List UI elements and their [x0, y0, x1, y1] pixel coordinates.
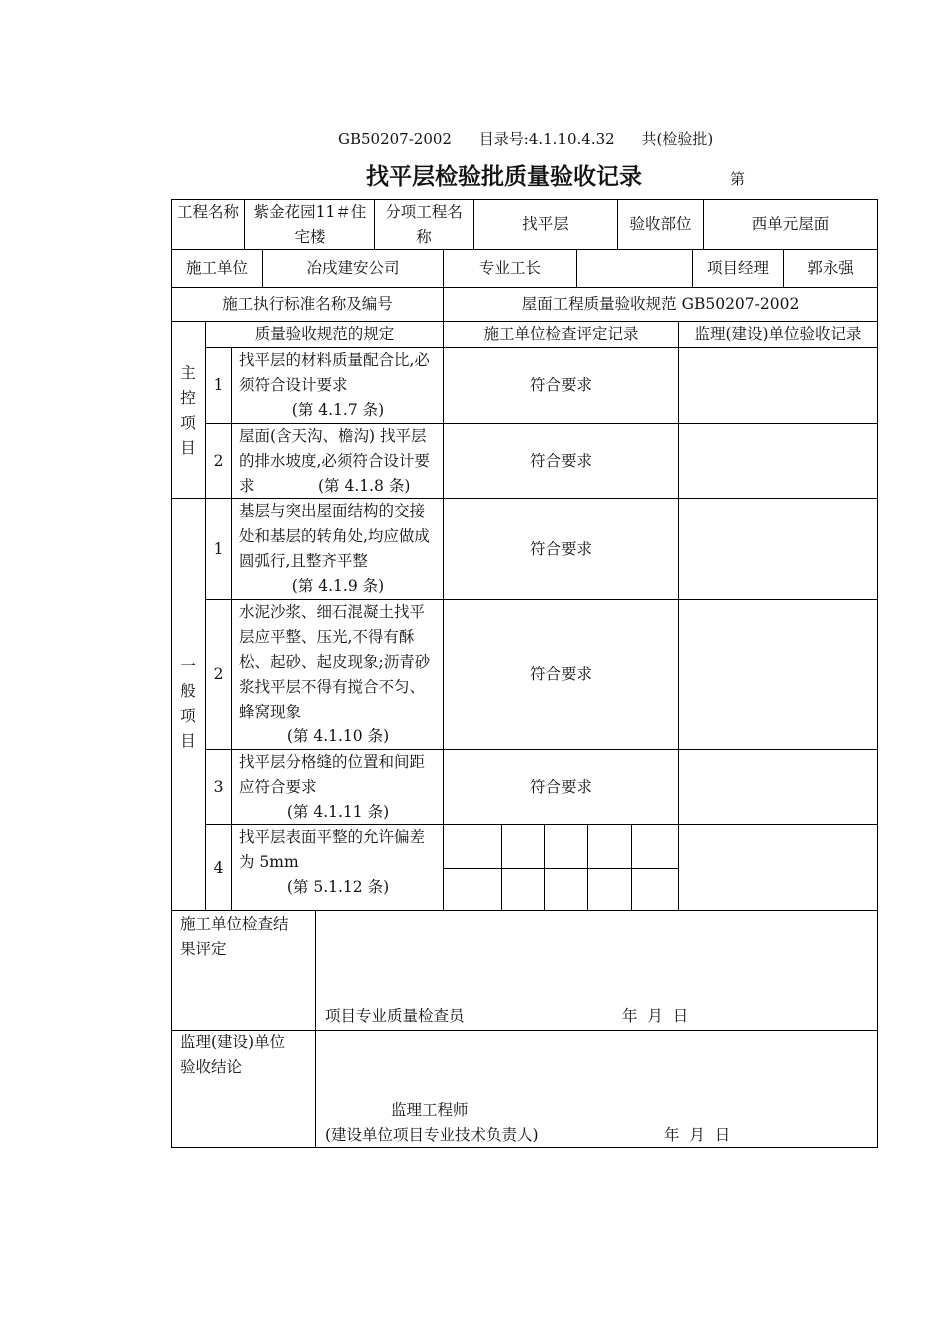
- main-item-1-result: 符合要求: [529, 376, 592, 394]
- catalog-number: 目录号:4.1.10.4.32: [478, 130, 615, 148]
- main-item-1-clause: (第 4.1.7 条): [291, 401, 385, 419]
- main-item-1-no: 1: [213, 376, 224, 394]
- contractor-value: 冶戌建安公司: [306, 259, 400, 277]
- grid-line: [315, 910, 316, 1147]
- project-name-label: 工程名称: [176, 203, 239, 221]
- general-items-label: 一般项目: [180, 657, 196, 750]
- main-items-label: 主控项目: [180, 364, 196, 457]
- sub-project-value: 找平层: [522, 215, 569, 233]
- general-item-2-result: 符合要求: [529, 665, 592, 683]
- sub-project-label: 分项工程名称: [385, 203, 463, 246]
- quality-inspector-label: 项目专业质量检查员: [325, 1007, 465, 1025]
- main-item-2-no: 2: [213, 452, 224, 470]
- general-item-3-no: 3: [213, 778, 224, 796]
- foreman-label: 专业工长: [478, 259, 541, 277]
- general-item-2-text: 水泥沙浆、细石混凝土找平层应平整、压光,不得有酥松、起砂、起皮现象;沥青砂浆找平层不得有搅合不匀、蜂窝现象: [239, 603, 431, 721]
- supervising-engineer-label: 监理工程师: [391, 1101, 469, 1119]
- batch-label: 共(检验批): [641, 130, 714, 148]
- manager-label: 项目经理: [706, 259, 769, 277]
- general-item-4-no: 4: [213, 859, 224, 877]
- grid-line: [877, 199, 878, 1147]
- page-number-label: 第: [730, 170, 746, 188]
- col-contractor-header: 施工单位检查评定记录: [483, 325, 639, 343]
- contractor-label: 施工单位: [185, 259, 248, 277]
- general-item-1-text: 基层与突出屋面结构的交接处和基层的转角处,均应做成圆弧行,且整齐平整: [239, 502, 430, 570]
- general-item-3-text: 找平层分格缝的位置和间距应符合要求: [239, 753, 426, 796]
- grid-line: [544, 824, 545, 910]
- grid-line: [587, 824, 588, 910]
- grid-line: [171, 910, 878, 911]
- general-item-2-no: 2: [213, 665, 224, 683]
- grid-line: [171, 199, 172, 1147]
- grid-line: [443, 868, 678, 869]
- general-item-1-clause: (第 4.1.9 条): [291, 577, 385, 595]
- grid-line: [443, 321, 444, 910]
- main-item-1-text: 找平层的材料质量配合比,必须符合设计要求: [239, 351, 430, 394]
- general-item-4-text: 找平层表面平整的允许偏差为 5mm: [239, 828, 426, 871]
- manager-value: 郭永强: [807, 259, 854, 277]
- grid-line: [576, 249, 577, 287]
- acceptance-date: 年 月 日: [664, 1126, 731, 1144]
- grid-line: [244, 199, 245, 249]
- acceptance-part-label: 验收部位: [629, 215, 692, 233]
- main-item-2-text: 屋面(含天沟、檐沟) 找平层的排水坡度,必须符合设计要求: [239, 427, 430, 495]
- supervisor-conclusion-label: 监理(建设)单位验收结论: [180, 1033, 286, 1076]
- standard-code: GB50207-2002: [338, 130, 452, 148]
- project-name-value: 紫金花园11＃住宅楼: [253, 203, 367, 246]
- grid-line: [374, 199, 375, 249]
- acceptance-part-value: 西单元屋面: [751, 215, 830, 233]
- col-supervisor-header: 监理(建设)单位验收记录: [694, 325, 862, 343]
- standard-label: 施工执行标准名称及编号: [222, 295, 393, 313]
- main-item-2-result: 符合要求: [529, 452, 592, 470]
- general-item-3-clause: (第 4.1.11 条): [286, 803, 390, 821]
- standard-value: 屋面工程质量验收规范 GB50207-2002: [521, 295, 800, 313]
- grid-line: [631, 824, 632, 910]
- col-spec-header: 质量验收规范的规定: [254, 325, 395, 343]
- main-item-2-clause: (第 4.1.8 条): [318, 477, 411, 495]
- grid-line: [205, 321, 206, 910]
- grid-line: [231, 347, 232, 910]
- contractor-result-label: 施工单位检查结果评定: [180, 915, 289, 958]
- grid-line: [171, 287, 878, 288]
- grid-line: [678, 321, 679, 910]
- general-item-3-result: 符合要求: [529, 778, 592, 796]
- technical-lead-label: (建设单位项目专业技术负责人): [325, 1126, 539, 1144]
- general-item-1-no: 1: [213, 540, 224, 558]
- grid-line: [501, 824, 502, 910]
- general-item-2-clause: (第 4.1.10 条): [286, 727, 390, 745]
- page-title: 找平层检验批质量验收记录: [366, 164, 642, 190]
- general-item-4-clause: (第 5.1.12 条): [286, 878, 390, 896]
- general-item-1-result: 符合要求: [529, 540, 592, 558]
- inspection-date: 年 月 日: [622, 1007, 689, 1025]
